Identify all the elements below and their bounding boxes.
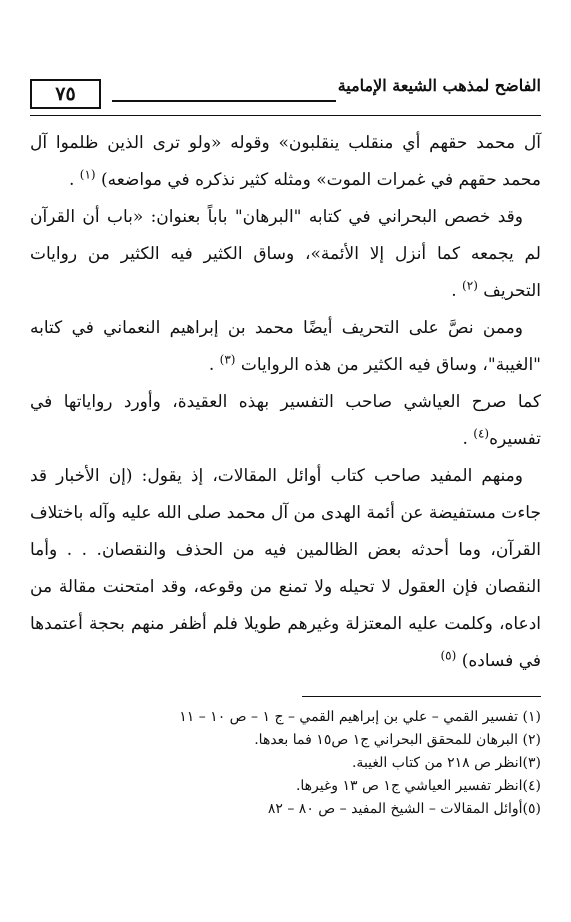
paragraph-1-text: آل محمد حقهم أي منقلب ينقلبون» وقوله «ولو ترى الذين ظلموا آل محمد حقهم في غمرات الموت» ومثله كثير نذكره في مواضعه) [30, 133, 541, 190]
running-title: الفاضح لمذهب الشيعة الإمامية [337, 76, 541, 95]
paragraph-2: وقد خصص البحراني في كتابه "البرهان" باباً بعنوان: «باب أن القرآن لم يجمعه كما أنزل إلا الأئمة»، وساق الكثير فيه الكثير من روايات التحريف $^{(٢)}$ . [30, 207, 541, 301]
page-number: ٧٥ [30, 79, 101, 109]
paragraph-4-text: كما صرح العياشي صاحب التفسير بهذه العقيدة، وأورد رواياتها في تفسيره [30, 392, 541, 449]
header-underline [30, 115, 541, 116]
footnote-separator [302, 696, 541, 697]
paragraph-5-text: ومنهم المفيد صاحب كتاب أوائل المقالات، إذ يقول: (إن الأخبار قد جاءت مستفيضة عن أئمة الهدى من آل محمد صلى الله عليه وآله باختلاف القرآن، وما أحدثه بعض الظالمين فيه من الحذف والنقصان. . . وأما النقصان فإن العقول لا تحيله ولا تمنع من وقوعه، وقد امتحنت مقالة من ادعاه، وكلمت عليه المعتزلة وغيرهم طويلا فلم أظفر منهم بحجة أعتمدها في فساده) [30, 466, 541, 671]
footnote-ref-4: (٤) [473, 426, 490, 441]
footnotes [60, 706, 541, 821]
footnote-1: (١) تفسير القمي – علي بن إبراهيم القمي – ج ١ – ص ١٠ – ١١ [179, 709, 541, 725]
footnote-2: (٢) البرهان للمحقق البحراني ج١ ص١٥ فما بعدها. [254, 732, 541, 748]
footnote-4: (٤)انظر تفسير العياشي ج١ ص ١٣ وغيرها. [295, 778, 541, 794]
footnote-ref-1: (١) [79, 167, 96, 182]
paragraph-1: آل محمد حقهم أي منقلب ينقلبون» وقوله «ولو ترى الذين ظلموا آل محمد حقهم في غمرات الموت» ومثله كثير نذكره في مواضعه) $^{(١)}$ . [30, 133, 541, 190]
paragraph-3: وممن نصَّ على التحريف أيضًا محمد بن إبراهيم النعماني في كتابه "الغيبة"، وساق فيه الكثير من هذه الروايات $^{(٣)}$ . [30, 318, 541, 375]
paragraph-2-text: وقد خصص البحراني في كتابه "البرهان" باباً بعنوان: «باب أن القرآن لم يجمعه كما أنزل إلا الأئمة»، وساق الكثير فيه الكثير من روايات التحريف [30, 207, 541, 301]
footnote-ref-2: (٢) [462, 278, 478, 293]
main-text [30, 125, 541, 680]
footnote-5: (٥)أوائل المقالات – الشيخ المفيد – ص ٨٠ – ٨٢ [267, 801, 541, 817]
paragraph-3-text: وممن نصَّ على التحريف أيضًا محمد بن إبراهيم النعماني في كتابه "الغيبة"، وساق فيه الكثير من هذه الروايات [30, 318, 541, 375]
footnote-ref-3: (٣) [219, 352, 236, 367]
paragraph-4: كما صرح العياشي صاحب التفسير بهذه العقيدة، وأورد رواياتها في تفسيره$^{(٤)}$ . [30, 392, 541, 449]
footnote-ref-5: (٥) [440, 648, 457, 663]
footnote-3: (٣)انظر ص ٢١٨ من كتاب الغيبة. [351, 755, 541, 771]
header-rule [112, 100, 336, 102]
paragraph-5 [30, 458, 541, 680]
